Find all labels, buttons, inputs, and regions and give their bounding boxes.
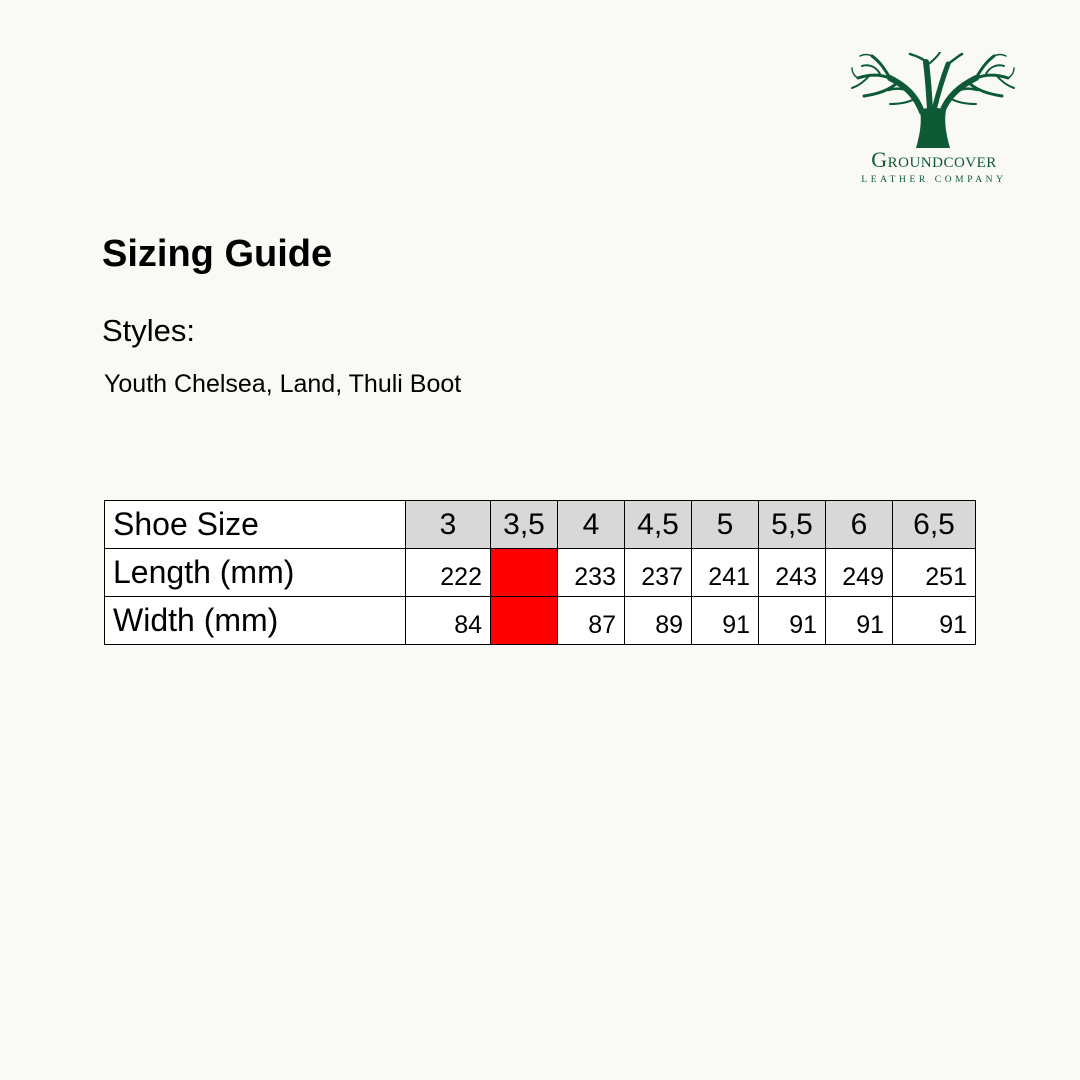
table-cell: 251 [893, 549, 976, 597]
size-header-cell: 3,5 [491, 501, 558, 549]
size-header-cell: 3 [406, 501, 491, 549]
size-header-cell: 6,5 [893, 501, 976, 549]
table-row-width [105, 597, 976, 645]
unavailable-cell [491, 597, 558, 645]
size-header-cell: 5 [692, 501, 759, 549]
table-cell: 249 [826, 549, 893, 597]
logo-subtitle: LEATHER COMPANY [861, 175, 1007, 185]
styles-list: Youth Chelsea, Land, Thuli Boot [104, 370, 462, 398]
table-cell: 87 [558, 597, 625, 645]
size-header-cell: 5,5 [759, 501, 826, 549]
table-header-row [105, 501, 976, 549]
page-title: Sizing Guide [102, 233, 333, 275]
styles-label: Styles: [102, 313, 196, 348]
table-cell: 237 [625, 549, 692, 597]
table-row-length [105, 549, 976, 597]
size-header-cell: 4 [558, 501, 625, 549]
unavailable-cell [491, 549, 558, 597]
table-cell: 84 [406, 597, 491, 645]
table-cell: 91 [692, 597, 759, 645]
sizing-table [104, 500, 976, 645]
baobab-tree-icon [850, 52, 1016, 148]
logo-name: Groundcover [871, 147, 997, 172]
company-logo [848, 52, 1020, 192]
header-label: Shoe Size [105, 501, 406, 549]
table-cell: 241 [692, 549, 759, 597]
table-cell: 243 [759, 549, 826, 597]
row-label-length: Length (mm) [105, 549, 406, 597]
size-header-cell: 6 [826, 501, 893, 549]
table-cell: 222 [406, 549, 491, 597]
size-header-cell: 4,5 [625, 501, 692, 549]
table-cell: 91 [826, 597, 893, 645]
row-label-width: Width (mm) [105, 597, 406, 645]
table-cell: 91 [893, 597, 976, 645]
table-cell: 233 [558, 549, 625, 597]
table-cell: 91 [759, 597, 826, 645]
table-cell: 89 [625, 597, 692, 645]
